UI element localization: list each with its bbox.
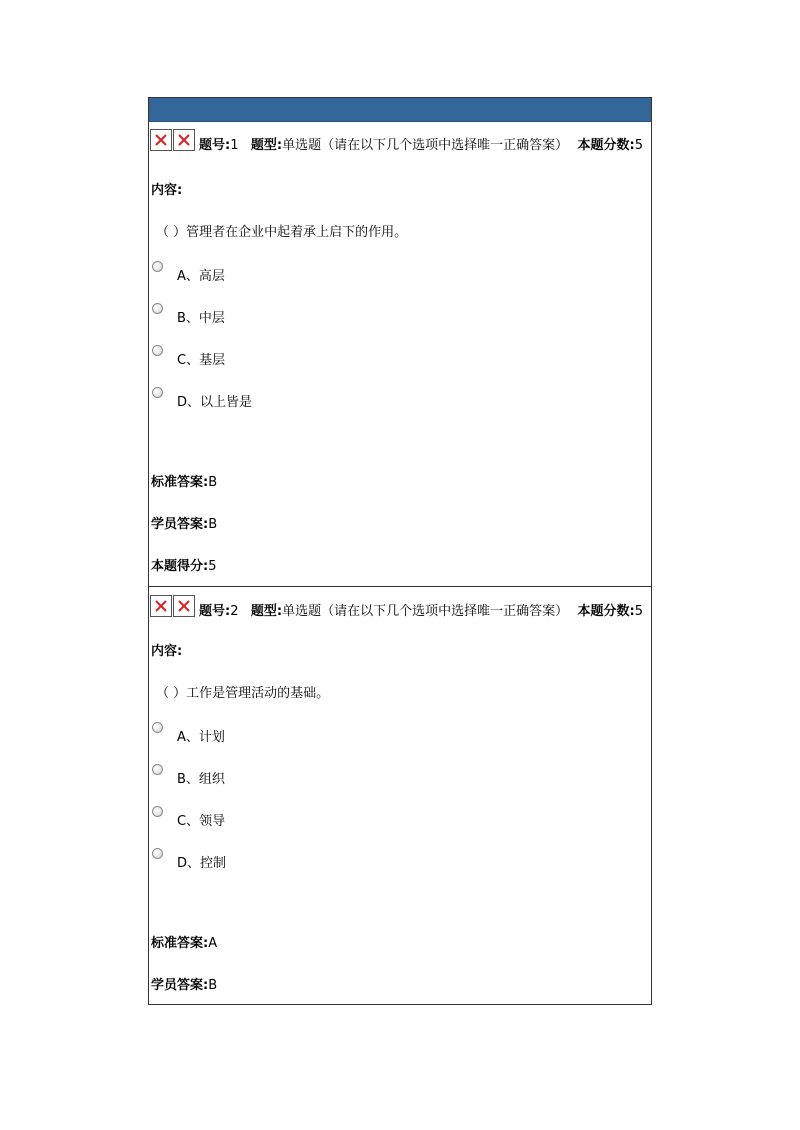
option-label: B、组织 bbox=[177, 772, 225, 787]
score-label: 本题分数: bbox=[577, 604, 635, 619]
header-bar bbox=[149, 98, 651, 122]
number-label: 题号: bbox=[199, 138, 231, 153]
question-type: 单选题（请在以下几个选项中选择唯一正确答案） bbox=[282, 138, 569, 153]
question-meta bbox=[149, 129, 651, 153]
option-a[interactable] bbox=[152, 265, 225, 284]
option-c[interactable] bbox=[152, 810, 225, 829]
earned-value: 5 bbox=[208, 559, 217, 574]
option-label: A、计划 bbox=[177, 730, 225, 745]
student-answer bbox=[151, 513, 217, 532]
radio-icon[interactable] bbox=[152, 764, 163, 775]
wrong-mark-icon bbox=[173, 129, 195, 151]
question-header bbox=[199, 134, 568, 153]
standard-answer-label: 标准答案: bbox=[151, 475, 209, 490]
wrong-mark-icon bbox=[150, 129, 172, 151]
question-score bbox=[578, 134, 643, 153]
content-label: 内容: bbox=[151, 183, 183, 198]
option-b[interactable] bbox=[152, 307, 225, 326]
question-score bbox=[578, 600, 643, 619]
question-number: 2 bbox=[230, 604, 239, 619]
option-d[interactable] bbox=[152, 852, 226, 871]
score-label: 本题分数: bbox=[577, 138, 635, 153]
earned-score bbox=[151, 555, 216, 574]
wrong-mark-icon bbox=[173, 595, 195, 617]
student-answer-value: B bbox=[208, 517, 218, 532]
option-d[interactable] bbox=[152, 391, 252, 410]
student-answer-label: 学员答案: bbox=[151, 978, 209, 993]
option-label: D、以上皆是 bbox=[177, 395, 253, 410]
radio-icon[interactable] bbox=[152, 303, 163, 314]
question-number: 1 bbox=[230, 138, 239, 153]
standard-answer bbox=[151, 471, 217, 490]
standard-answer-label: 标准答案: bbox=[151, 936, 209, 951]
standard-answer bbox=[151, 932, 217, 951]
option-label: A、高层 bbox=[177, 269, 225, 284]
question-meta bbox=[149, 595, 651, 619]
flag-group bbox=[150, 595, 196, 617]
radio-icon[interactable] bbox=[152, 806, 163, 817]
content-label: 内容: bbox=[151, 644, 183, 659]
option-label: C、基层 bbox=[177, 353, 226, 368]
student-answer-label: 学员答案: bbox=[151, 517, 209, 532]
student-answer bbox=[151, 974, 217, 993]
type-label: 题型: bbox=[250, 604, 283, 619]
radio-icon[interactable] bbox=[152, 848, 163, 859]
radio-icon[interactable] bbox=[152, 261, 163, 272]
earned-label: 本题得分: bbox=[151, 559, 209, 574]
number-label: 题号: bbox=[199, 604, 231, 619]
wrong-mark-icon bbox=[150, 595, 172, 617]
option-label: C、领导 bbox=[177, 814, 226, 829]
option-label: D、控制 bbox=[177, 856, 227, 871]
score-value: 5 bbox=[634, 604, 643, 619]
radio-icon[interactable] bbox=[152, 387, 163, 398]
question-stem: （ ）工作是管理活动的基础。 bbox=[156, 686, 330, 701]
option-c[interactable] bbox=[152, 349, 225, 368]
score-value: 5 bbox=[634, 138, 643, 153]
question-stem: （ ）管理者在企业中起着承上启下的作用。 bbox=[156, 225, 408, 240]
type-label: 题型: bbox=[250, 138, 283, 153]
option-a[interactable] bbox=[152, 726, 225, 745]
question-type: 单选题（请在以下几个选项中选择唯一正确答案） bbox=[282, 604, 569, 619]
option-label: B、中层 bbox=[177, 311, 225, 326]
student-answer-value: B bbox=[208, 978, 218, 993]
question-header bbox=[199, 600, 568, 619]
standard-answer-value: A bbox=[208, 936, 218, 951]
question-2 bbox=[149, 586, 651, 1007]
question-1 bbox=[149, 121, 651, 586]
radio-icon[interactable] bbox=[152, 345, 163, 356]
standard-answer-value: B bbox=[208, 475, 218, 490]
exam-frame bbox=[148, 97, 652, 1005]
radio-icon[interactable] bbox=[152, 722, 163, 733]
option-b[interactable] bbox=[152, 768, 225, 787]
flag-group bbox=[150, 129, 196, 151]
